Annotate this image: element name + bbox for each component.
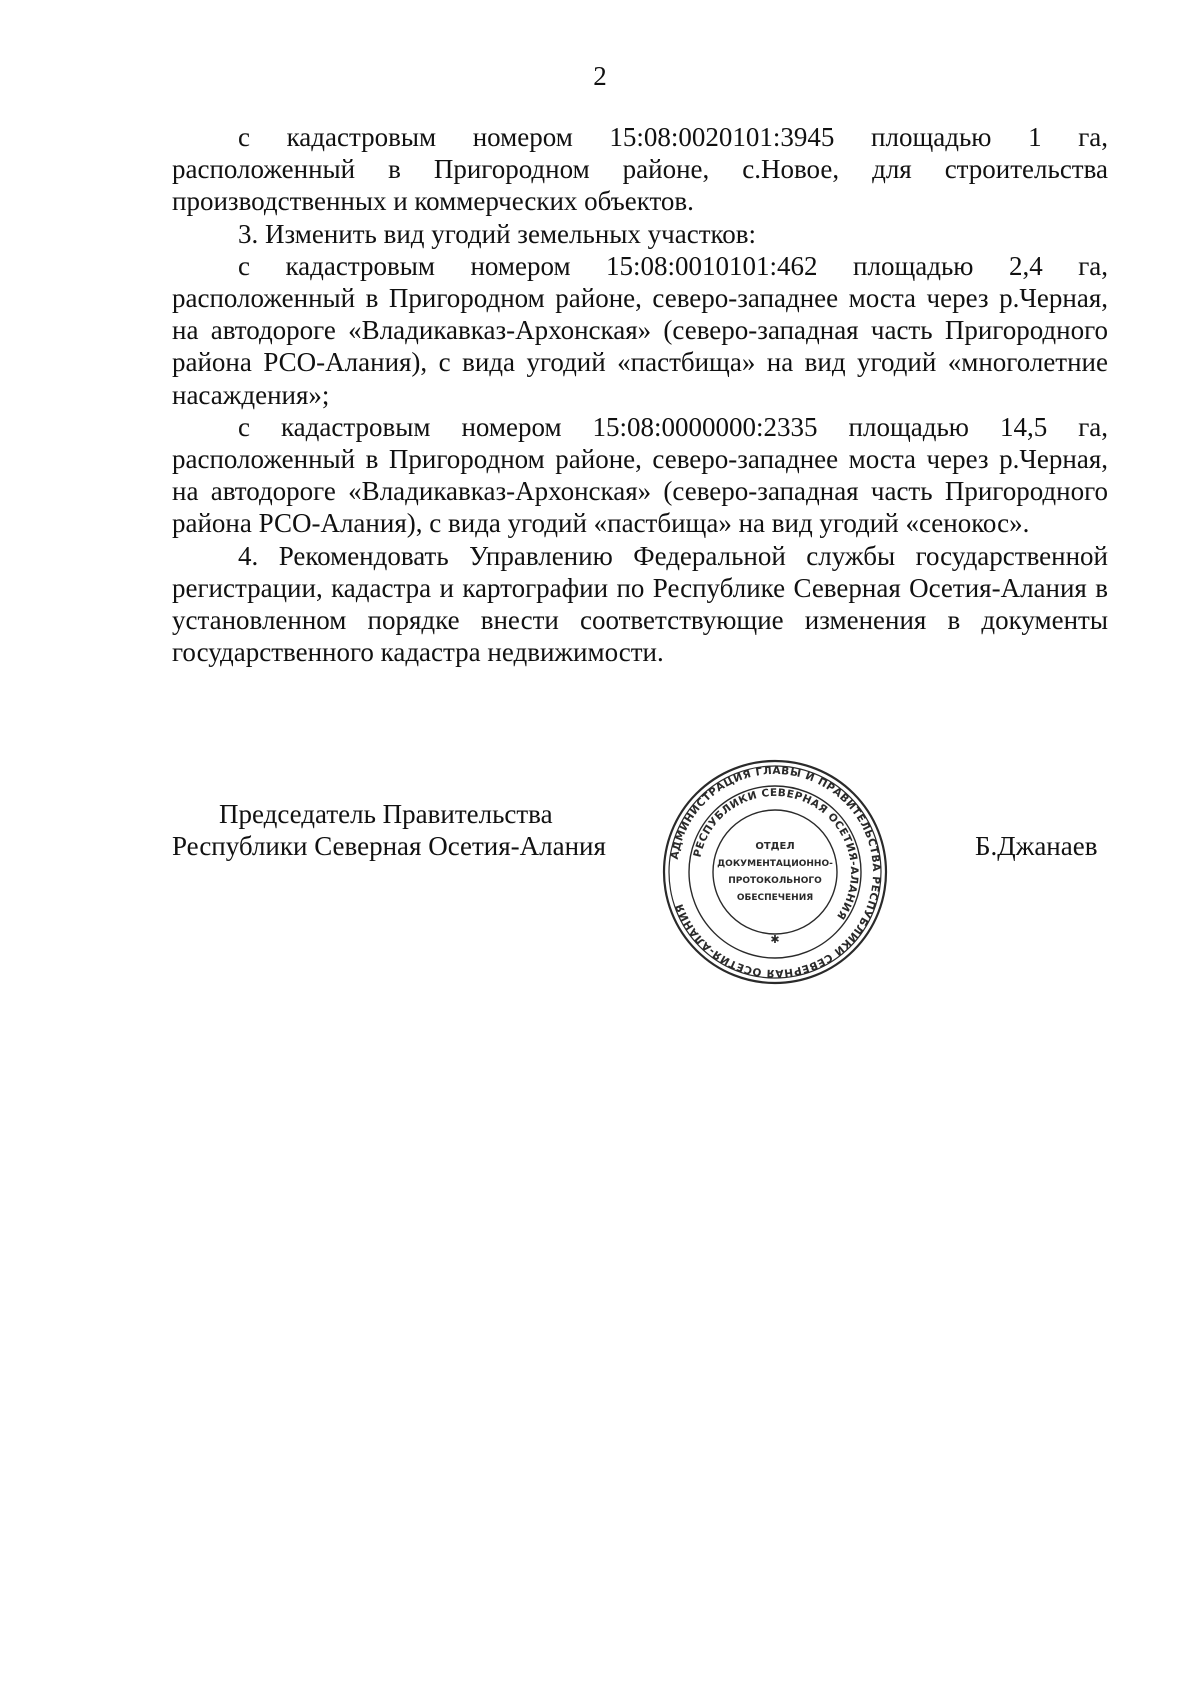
signatory-name: Б.Джанаев xyxy=(975,831,1098,861)
paragraph-item-4: 4. Рекомендовать Управлению Федеральной службы государственной регистрации, кадастра и картографии по Республике Северная Осетия-Алания в установленном порядке внести соответствующие изменения в документы государственного кадастра недвижимости. xyxy=(172,540,1108,668)
paragraph-cadastral-2: с кадастровым номером 15:08:0010101:462 площадью 2,4 га, расположенный в Пригородном районе, северо-западнее моста через р.Черная, на автодороге «Владикавказ-Архонская» (северо-западная часть Пригородного района РСО-Алания), с вида угодий «пастбища» на вид угодий «многолетние насаждения»; xyxy=(172,250,1108,410)
stamp-center-line-2: ДОКУМЕНТАЦИОННО- xyxy=(717,859,833,869)
signatory-title-line-1: Председатель Правительства xyxy=(219,799,553,829)
document-body xyxy=(172,121,1108,668)
stamp-middle-text: РЕСПУБЛИКИ СЕВЕРНАЯ ОСЕТИЯ-АЛАНИЯ xyxy=(691,786,861,922)
paragraph-cadastral-3: с кадастровым номером 15:08:0000000:2335 площадью 14,5 га, расположенный в Пригородном районе, северо-западнее моста через р.Черная, на автодороге «Владикавказ-Архонская» (северо-западная часть Пригородного района РСО-Алания), с вида угодий «пастбища» на вид угодий «сенокос». xyxy=(172,411,1108,539)
signatory-title xyxy=(172,798,606,862)
official-stamp xyxy=(660,757,890,987)
signatory-title-line-2: Республики Северная Осетия-Алания xyxy=(172,831,606,861)
stamp-outer-text: АДМИНИСТРАЦИЯ ГЛАВЫ И ПРАВИТЕЛЬСТВА РЕСПУБЛИКИ СЕВЕРНАЯ ОСЕТИЯ-АЛАНИЯ xyxy=(668,764,883,980)
stamp-inner-ring xyxy=(713,810,837,934)
paragraph-cadastral-1: с кадастровым номером 15:08:0020101:3945 площадью 1 га, расположенный в Пригородном районе, с.Новое, для строительства производственных и коммерческих объектов. xyxy=(172,122,1108,217)
stamp-center-line-3: ПРОТОКОЛЬНОГО xyxy=(728,876,822,886)
stamp-center-line-4: ОБЕСПЕЧЕНИЯ xyxy=(736,893,814,903)
page-number: 2 xyxy=(593,61,607,91)
stamp-star-icon: ✱ xyxy=(770,933,780,946)
paragraph-item-3: 3. Изменить вид угодий земельных участков: xyxy=(238,218,756,249)
stamp-center-line-1: ОТДЕЛ xyxy=(755,841,795,852)
